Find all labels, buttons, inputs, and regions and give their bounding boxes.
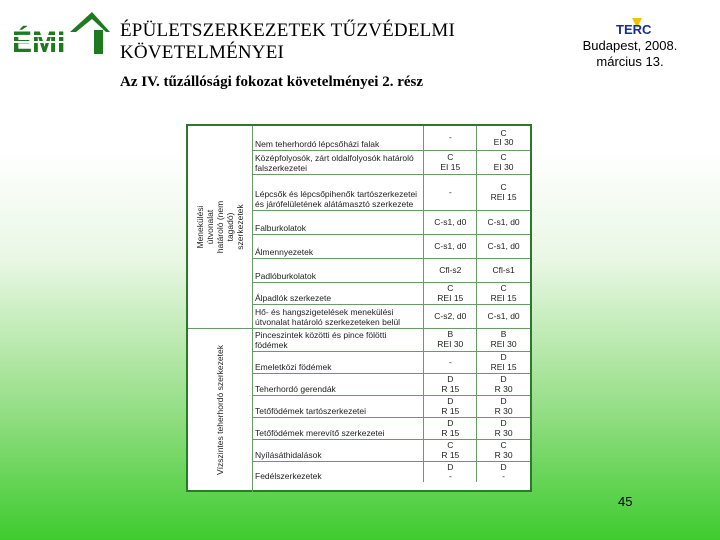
table-row xyxy=(252,126,530,151)
table-row xyxy=(252,175,530,211)
table-row xyxy=(252,418,530,440)
table-body xyxy=(252,126,530,490)
value-col-2: C EI 30 xyxy=(493,152,514,172)
value-col-2: D R 30 xyxy=(494,418,513,438)
row-name: Álmennyezetek xyxy=(252,235,424,258)
row-name: Középfolyosók, zárt oldalfolyosók határoló falszerkezetei xyxy=(252,151,424,174)
page-number: 45 xyxy=(618,494,633,509)
row-name: Tetőfödémek tartószerkezetei xyxy=(252,396,424,417)
value-col-1: C REI 15 xyxy=(424,283,477,304)
row-name: Falburkolatok xyxy=(252,211,424,234)
row-name: Nyílásáthidalások xyxy=(252,440,424,461)
value-col-2: C EI 30 xyxy=(493,127,514,147)
value-col-2: C-s1, d0 xyxy=(487,240,520,251)
value-col-1: C-s1, d0 xyxy=(424,211,477,234)
svg-text:ÉMI: ÉMI xyxy=(12,26,66,58)
value-col-2: C REI 15 xyxy=(490,283,517,303)
title-block xyxy=(120,20,500,91)
row-name: Teherhordó gerendák xyxy=(252,374,424,395)
row-name: Fedélszerkezetek xyxy=(252,462,424,482)
group-label-horizontal: Vízszintes teherhordó szerkezetek xyxy=(188,328,253,492)
row-name: Pinceszintek közötti és pince fölötti födémek xyxy=(252,328,424,351)
value-col-1: D R 15 xyxy=(424,374,477,395)
row-name: Nem teherhordó lépcsőházi falak xyxy=(252,126,424,150)
value-col-1: - xyxy=(424,352,477,373)
value-col-1: - xyxy=(424,126,477,150)
value-col-1: B REI 30 xyxy=(424,328,477,351)
group-label-escape-routes: Menekülési útvonalat határoló (nem tagadó) szerkezetek xyxy=(188,126,253,328)
value-col-2: C-s1, d0 xyxy=(487,310,520,321)
value-col-1: Cfl-s2 xyxy=(424,259,477,282)
value-col-1: D R 15 xyxy=(424,418,477,439)
value-col-2: D R 30 xyxy=(494,374,513,394)
table-row xyxy=(252,440,530,462)
value-col-1: D R 15 xyxy=(424,396,477,417)
emi-logo xyxy=(10,10,110,58)
value-col-1: C-s2, d0 xyxy=(424,305,477,328)
table-row xyxy=(252,305,530,328)
row-name: Padlóburkolatok xyxy=(252,259,424,282)
row-name: Tetőfödémek merevítő szerkezetei xyxy=(252,418,424,439)
table-row xyxy=(252,259,530,283)
requirements-table xyxy=(186,124,532,492)
table-row xyxy=(252,396,530,418)
value-col-1: D - xyxy=(424,462,477,482)
page-title: ÉPÜLETSZERKEZETEK TŰZVÉDELMI KÖVETELMÉNYEI xyxy=(120,20,456,63)
place-text: Budapest, 2008. xyxy=(582,38,678,53)
value-col-2: C R 30 xyxy=(494,440,513,460)
table-row xyxy=(252,283,530,305)
table-row xyxy=(252,374,530,396)
value-col-1: C EI 15 xyxy=(424,151,477,174)
value-col-2: D REI 15 xyxy=(490,352,517,372)
table-row xyxy=(252,235,530,259)
page-subtitle: Az IV. tűzállósági fokozat követelményei 2. rész xyxy=(120,74,424,90)
value-col-1: C R 15 xyxy=(424,440,477,461)
date-location xyxy=(560,38,700,70)
row-name: Álpadlók szerkezete xyxy=(252,283,424,304)
row-name: Lépcsők és lépcsőpihenők tartószerkezetei és járófelületének alátámasztó szerkezete xyxy=(252,175,424,210)
table-row xyxy=(252,352,530,374)
table-row xyxy=(252,328,530,352)
row-name: Emeletközi födémek xyxy=(252,352,424,373)
value-col-2: D - xyxy=(500,461,507,481)
value-col-2: B REI 30 xyxy=(490,329,517,349)
value-col-2: C REI 15 xyxy=(490,182,517,202)
row-name: Hő- és hangszigetelések menekülési útvonalat határoló szerkezeteken belül xyxy=(252,305,424,328)
date-text: március 13. xyxy=(596,54,664,69)
table-row xyxy=(252,151,530,175)
value-col-2: D R 30 xyxy=(494,396,513,416)
table-row xyxy=(252,211,530,235)
value-col-1: C-s1, d0 xyxy=(424,235,477,258)
svg-text:TERC: TERC xyxy=(616,22,652,37)
value-col-2: C-s1, d0 xyxy=(487,216,520,227)
table-row xyxy=(252,462,530,482)
value-col-2: Cfl-s1 xyxy=(492,264,515,275)
value-col-1: - xyxy=(424,175,477,210)
